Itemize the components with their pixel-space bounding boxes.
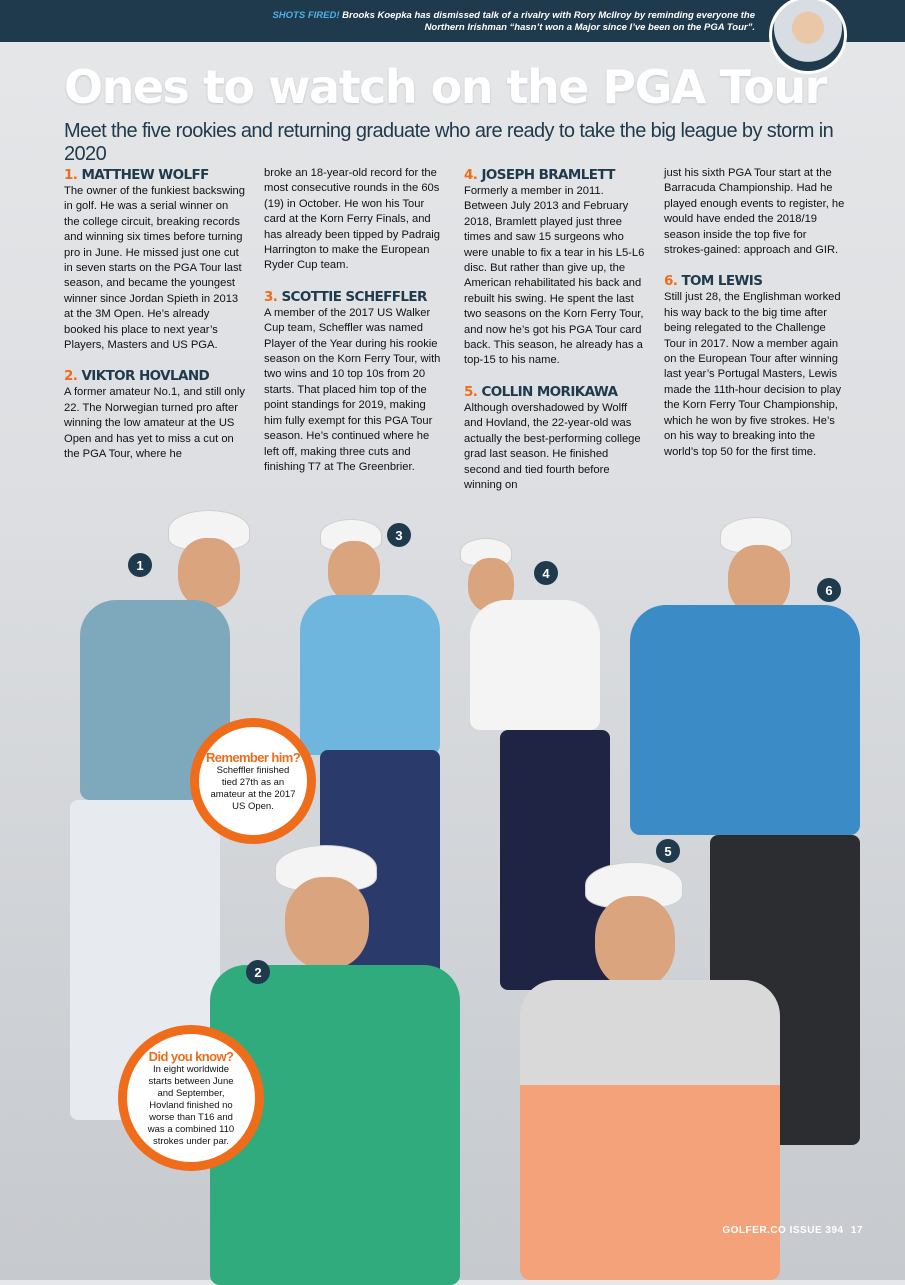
section-matthew-wolff: [64, 166, 246, 353]
banner-quote: [235, 10, 755, 34]
section-tom-lewis: [664, 272, 846, 459]
text-column-4: [664, 166, 846, 474]
footer-issue: ISSUE 394: [789, 1225, 844, 1236]
section-joseph-bramlett: [464, 166, 646, 369]
section-body: Formerly a member in 2011. Between July 2013 and February 2018, Bramlett played just three times and saw 15 surgeons who were unable to fix a tear in his L5-L6 disc. But rather than give up, the American rehabilitated his back and rebuilt his swing. He spent the last two seasons on the Korn Ferry Tour, and now he’s got his PGA Tour card back. This season, he already has a top-15 to his name.: [464, 185, 645, 367]
text-column-3: [464, 166, 646, 507]
page-subtitle: Meet the five rookies and returning graduate who are ready to take the big league by storm in 2020: [64, 120, 834, 165]
face-icon: [178, 538, 240, 608]
section-number: 4.: [464, 167, 478, 183]
section-heading: [464, 383, 646, 401]
face-icon: [328, 541, 380, 601]
section-number: 3.: [264, 288, 278, 305]
shirt-icon: [630, 605, 860, 835]
section-body: A member of the 2017 US Walker Cup team, Scheffler was named Player of the Year during his rookie season on the Korn Ferry Tour, with two wins and 10 top 10s from 20 starts. That placed him top of the point standings for 2019, making him fully exempt for this PGA Tour season. He’s continued where he left off, making three cuts and finishing T7 at The Greenbrier.: [264, 306, 441, 473]
remember-him-callout: [190, 718, 316, 844]
section-heading: [664, 272, 846, 290]
face-icon: [595, 896, 675, 988]
page-number: 17: [850, 1225, 863, 1236]
section-body: The owner of the funkiest backswing in golf. He was a serial winner on the college circuit, breaking records and winning six times before turning pro in June. He missed just one cut in seven starts on the PGA Tour last season, and became the youngest winner since Jordan Spieth in 2013 at the 3M Open. He’s already booked his place to next year’s Players, Masters and US PGA.: [64, 185, 245, 352]
section-name: MATTHEW WOLFF: [81, 167, 209, 183]
section-body: Still just 28, the Englishman worked his way back to the big time after being relegated to the Challenge Tour in 2017. Now a member again on the European Tour after winning last year’s Portugal Masters, Lewis made the 11th-hour decision to play the Korn Ferry Tour Championship, which he won by five strokes. He’s on his way to breaking into the world’s top 50 for the first time.: [664, 291, 842, 458]
did-you-know-callout: [118, 1025, 264, 1171]
page-title: Ones to watch on the PGA Tour: [64, 60, 826, 114]
callout-body: Scheffler finished tied 27th as an amateur at the 2017 US Open.: [210, 764, 296, 812]
golfers-photo-collage: [0, 490, 905, 1280]
section-name: COLLIN MORIKAWA: [481, 383, 618, 400]
text-column-1: [64, 166, 246, 477]
section-collin-morikawa: [464, 383, 646, 493]
section-body: Although overshadowed by Wolff and Hovland, the 22-year-old was actually the best-performing college grad last season. He finished second and tied fourth before winning on: [464, 401, 641, 491]
callout-body: In eight worldwide starts between June and September, Hovland finished no worse than T16 and was a combined 110 strokes under par.: [147, 1063, 235, 1147]
player-number-badge: 5: [656, 839, 680, 863]
shirt-icon: [300, 595, 440, 755]
section-name: VIKTOR HOVLAND: [81, 368, 210, 385]
section-hovland-continued: [264, 166, 446, 274]
section-number: 6.: [664, 273, 678, 290]
section-heading: [64, 367, 246, 385]
player-number-badge: 2: [246, 960, 270, 984]
section-scottie-scheffler: [264, 288, 446, 475]
section-body: A former amateur No.1, and still only 22. The Norwegian turned pro after winning the low amateur at the US Open and has yet to miss a cut on the PGA Tour, where he: [64, 386, 245, 461]
face-icon: [285, 877, 369, 969]
section-name: TOM LEWIS: [681, 273, 763, 290]
section-morikawa-continued: [664, 166, 846, 258]
section-number: 2.: [64, 368, 78, 385]
section-body: broke an 18-year-old record for the most consecutive rounds in the 60s (19) in October. He won his Tour card at the Korn Ferry Finals, and has already been tipped by Padraig Harrington to make the European Ryder Cup team.: [264, 167, 441, 272]
section-heading: [64, 166, 246, 184]
page-footer: [722, 1225, 863, 1236]
banner-kicker: SHOTS FIRED!: [272, 10, 340, 21]
player-number-badge: 3: [387, 523, 411, 547]
section-heading: [264, 288, 446, 306]
section-heading: [464, 166, 646, 184]
section-name: JOSEPH BRAMLETT: [481, 167, 615, 183]
callout-title: Remember him?: [205, 749, 301, 765]
text-column-2: [264, 166, 446, 489]
player-number-badge: 4: [534, 561, 558, 585]
section-number: 5.: [464, 383, 478, 400]
banner-text: Brooks Koepka has dismissed talk of a rivalry with Rory McIlroy by reminding everyone the Northern Irishman “hasn’t won a Major since I’ve been on the PGA Tour”.: [342, 10, 755, 33]
player-number-badge: 6: [817, 578, 841, 602]
callout-title: Did you know?: [148, 1048, 234, 1064]
section-body: just his sixth PGA Tour start at the Barracuda Championship. Had he played enough events to register, he would have ended the 2018/19 season inside the top five for strokes-gained: approach and GIR.: [664, 167, 845, 257]
section-number: 1.: [64, 167, 78, 183]
golfer-photo-morikawa: [520, 860, 790, 1280]
section-name: SCOTTIE SCHEFFLER: [281, 288, 427, 305]
player-number-badge: 1: [128, 553, 152, 577]
shirt-icon: [470, 600, 600, 730]
section-viktor-hovland: [64, 367, 246, 462]
footer-site: GOLFER.CO: [722, 1225, 787, 1236]
